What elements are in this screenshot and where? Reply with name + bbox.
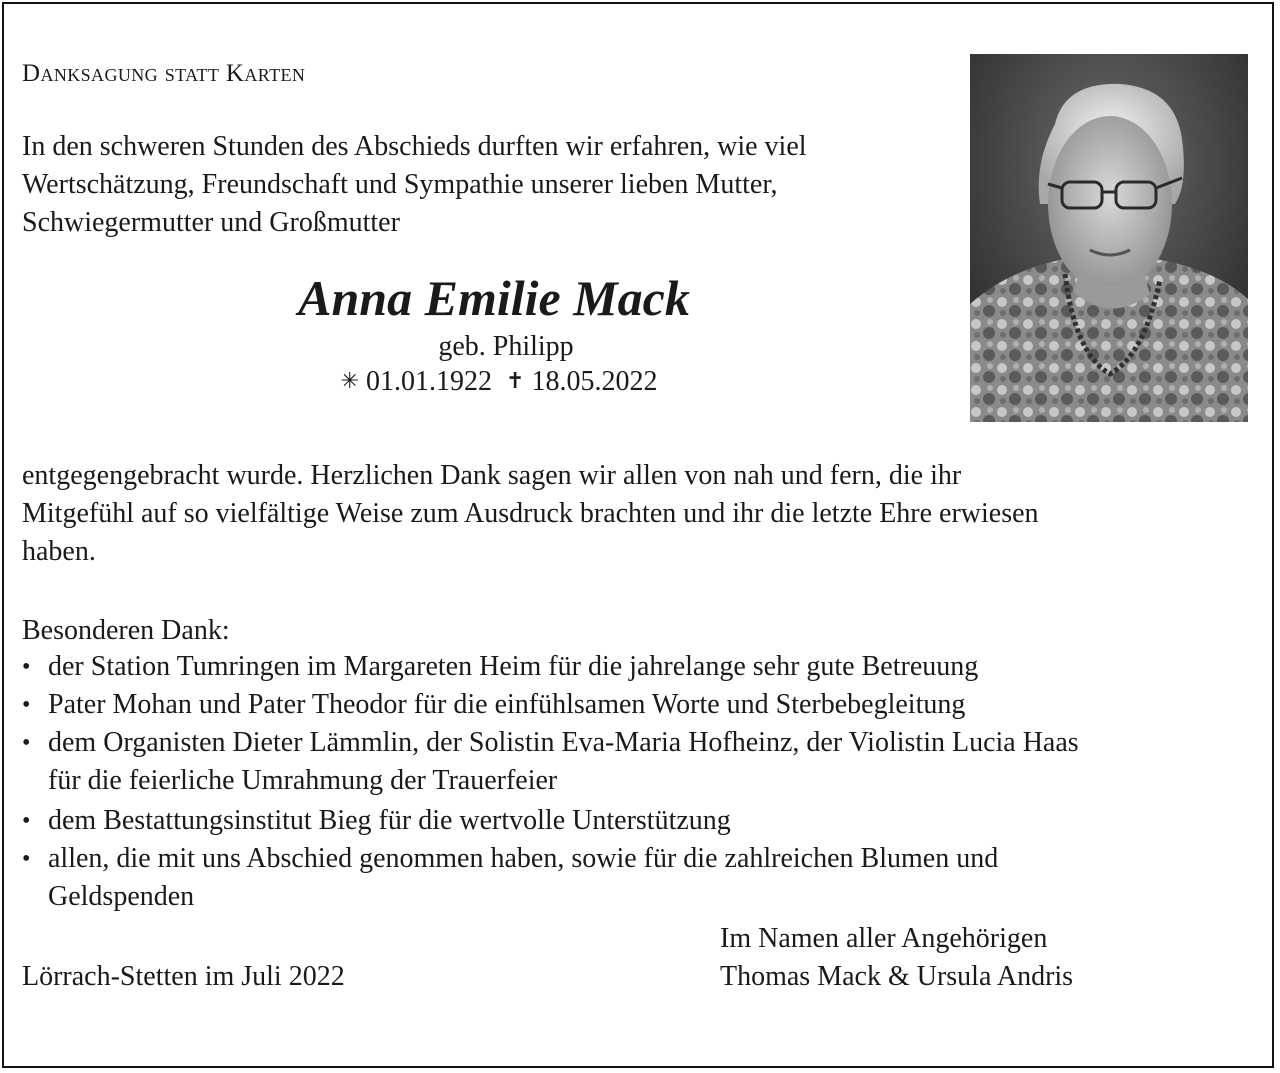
intro-line: Wertschätzung, Freundschaft und Sympathie unserer lieben Mutter,	[22, 169, 778, 200]
intro-paragraph	[22, 128, 807, 242]
bullet-icon: •	[22, 692, 31, 718]
list-item: • allen, die mit uns Abschied genommen haben, sowie für die zahlreichen Blumen und Geldspenden	[20, 840, 1079, 916]
death-date: 18.05.2022	[531, 366, 658, 397]
maiden-name: geb. Philipp	[438, 331, 574, 362]
bullet-icon: •	[22, 846, 31, 872]
intro-line: In den schweren Stunden des Abschieds durften wir erfahren, wie viel	[22, 131, 807, 162]
list-item: • der Station Tumringen im Margareten Heim für die jahrelange sehr gute Betreuung	[20, 648, 1079, 686]
body-paragraph	[22, 457, 1039, 571]
deceased-name: Anna Emilie Mack	[298, 270, 690, 326]
body-line: entgegengebracht wurde. Herzlichen Dank sagen wir allen von nah und fern, die ihr	[22, 460, 962, 491]
body-line: Mitgefühl auf so vielfältige Weise zum Ausdruck brachten und ihr die letzte Ehre erwiesen	[22, 498, 1039, 529]
birth-star-icon: ✳	[340, 369, 359, 394]
thanks-list	[20, 648, 1079, 916]
death-cross-icon: ✝	[506, 369, 525, 394]
list-item: • Pater Mohan und Pater Theodor für die einfühlsamen Worte und Sterbebegleitung	[20, 686, 1079, 724]
portrait-image	[970, 54, 1248, 422]
bullet-icon: •	[22, 654, 31, 680]
life-dates	[4, 363, 994, 403]
list-item: • dem Bestattungsinstitut Bieg für die wertvolle Unterstützung	[20, 802, 1079, 840]
list-item: • dem Organisten Dieter Lämmlin, der Solistin Eva-Maria Hofheinz, der Violistin Lucia Haas für die feierliche Umrahmung der Trauerfeier	[20, 724, 1079, 800]
bullet-icon: •	[22, 730, 31, 756]
body-line: haben.	[22, 536, 96, 567]
thanks-heading: Besonderen Dank:	[22, 615, 230, 646]
bullet-icon: •	[22, 808, 31, 834]
notice-heading: Danksagung statt Karten	[22, 60, 306, 87]
place-date: Lörrach-Stetten im Juli 2022	[22, 961, 345, 992]
obituary-notice	[2, 2, 1274, 1068]
intro-line: Schwiegermutter und Großmutter	[22, 207, 400, 238]
portrait-photo	[970, 54, 1248, 422]
birth-date: 01.01.1922	[366, 366, 492, 397]
signature-intro: Im Namen aller Angehörigen	[720, 923, 1048, 954]
signature-names: Thomas Mack & Ursula Andris	[720, 961, 1074, 992]
